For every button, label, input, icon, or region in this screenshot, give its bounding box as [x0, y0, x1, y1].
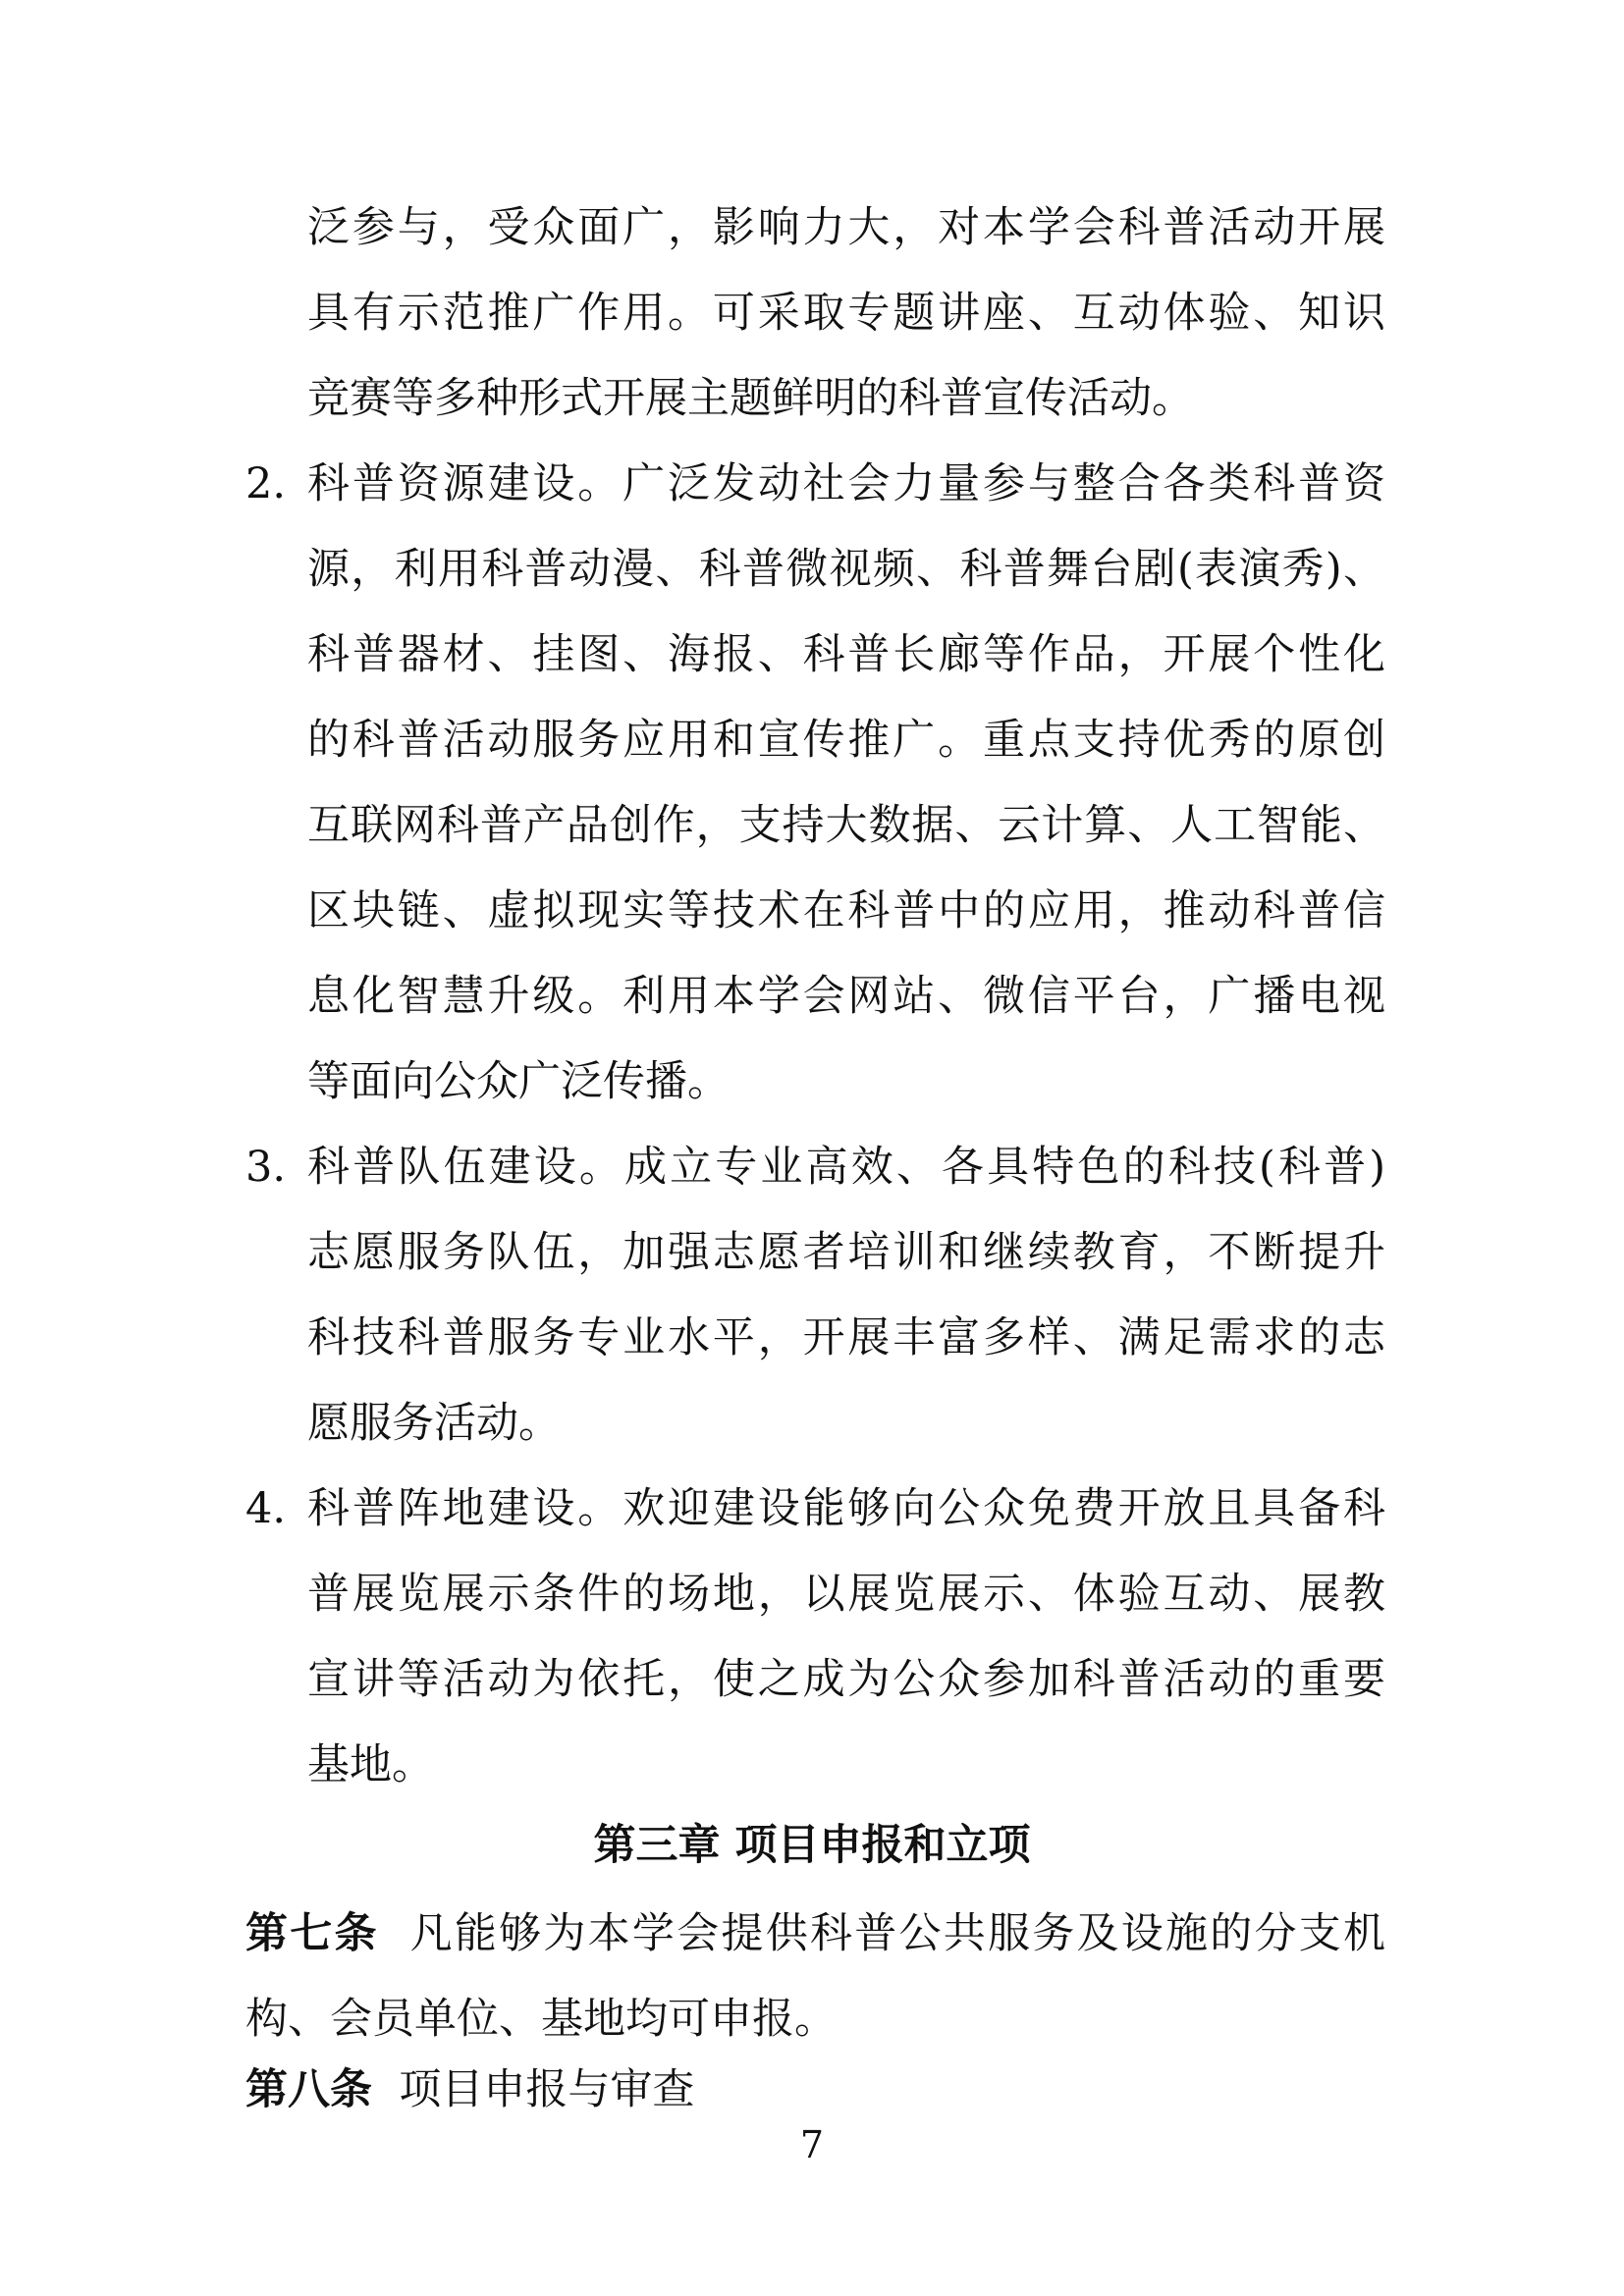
paragraph-line: 具有示范推广作用。可采取专题讲座、互动体验、知识 — [307, 289, 1385, 338]
list-item-2-line: 科普器材、挂图、海报、科普长廊等作品，开展个性化 — [307, 630, 1385, 679]
paragraph-line: 泛参与，受众面广，影响力大，对本学会科普活动开展 — [307, 203, 1385, 252]
list-item-3-line: 志愿服务队伍，加强志愿者培训和继续教育，不断提升 — [307, 1228, 1385, 1277]
list-item-2-line: 源，利用科普动漫、科普微视频、科普舞台剧(表演秀)、 — [307, 545, 1385, 594]
list-item-4-line: 基地。 — [307, 1740, 434, 1789]
list-item-4-line: 宣讲等活动为依托，使之成为公众参加科普活动的重要 — [307, 1655, 1385, 1704]
article-7-line: 构、会员单位、基地均可申报。 — [245, 1995, 837, 2044]
list-item-2-line: 等面向公众广泛传播。 — [307, 1057, 730, 1106]
list-item-2-line: 互联网科普产品创作，支持大数据、云计算、人工智能、 — [307, 801, 1385, 850]
article-8-line: 第八条 项目申报与审查 — [245, 2065, 695, 2114]
paragraph-line: 竞赛等多种形式开展主题鲜明的科普宣传活动。 — [307, 374, 1194, 423]
chapter-heading: 第三章 项目申报和立项 — [593, 1821, 1031, 1870]
list-item-2-line: 区块链、虚拟现实等技术在科普中的应用，推动科普信 — [307, 886, 1385, 935]
list-item-4-line: 4. 科普阵地建设。欢迎建设能够向公众免费开放且具备科 — [0, 1469, 1624, 1548]
list-item-2-line: 2. 科普资源建设。广泛发动社会力量参与整合各类科普资 — [0, 445, 1624, 523]
list-item-2-line: 息化智慧升级。利用本学会网站、微信平台，广播电视 — [307, 972, 1385, 1021]
article-label: 第八条 — [245, 2065, 372, 2114]
article-label: 第七条 — [245, 1909, 379, 1958]
list-number: 3. — [245, 1143, 287, 1192]
list-number: 2. — [245, 459, 287, 508]
list-item-3-line: 3. 科普队伍建设。成立专业高效、各具特色的科技(科普) — [0, 1128, 1624, 1206]
list-item-3-line: 愿服务活动。 — [307, 1399, 561, 1448]
page-number: 7 — [799, 2123, 825, 2166]
list-item-3-line: 科技科普服务专业水平，开展丰富多样、满足需求的志 — [307, 1313, 1385, 1362]
list-item-2-line: 的科普活动服务应用和宣传推广。重点支持优秀的原创 — [307, 716, 1385, 765]
list-number: 4. — [245, 1484, 287, 1533]
article-7-line: 第七条 凡能够为本学会提供科普公共服务及设施的分支机 — [245, 1909, 1386, 1958]
list-item-4-line: 普展览展示条件的场地，以展览展示、体验互动、展教 — [307, 1570, 1385, 1619]
